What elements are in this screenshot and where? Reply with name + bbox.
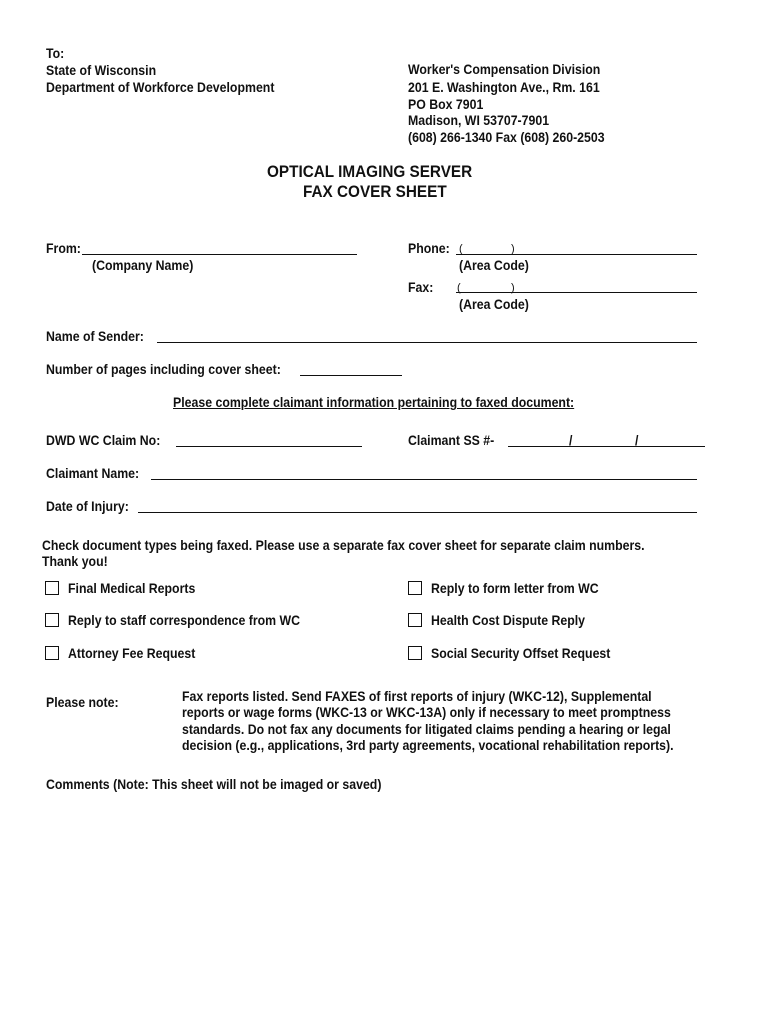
please-note-label: Please note: <box>46 694 119 710</box>
checkbox-final-medical-reports[interactable] <box>45 581 59 595</box>
note-line: decision (e.g., applications, 3rd party agreements, vocational rehabilitation reports). <box>182 737 674 753</box>
ssn-separator-1: / <box>569 432 573 448</box>
phone-field[interactable] <box>456 254 697 255</box>
division-name: Worker's Compensation Division <box>408 61 601 77</box>
ssn-separator-2: / <box>635 432 639 448</box>
claimant-name-label: Claimant Name: <box>46 465 140 481</box>
division-po-box: PO Box 7901 <box>408 96 484 112</box>
claim-no-field[interactable] <box>176 446 362 447</box>
ssn-field[interactable] <box>508 446 705 447</box>
instructions-line1: Check document types being faxed. Please use a separate fax cover sheet for separate claim numbers. <box>42 537 645 553</box>
form-title-line2: FAX COVER SHEET <box>303 182 447 201</box>
note-line: Fax reports listed. Send FAXES of first reports of injury (WKC-12), Supplemental <box>182 688 652 704</box>
pages-count-field[interactable] <box>300 375 402 376</box>
from-company-field[interactable] <box>82 254 357 255</box>
injury-date-label: Date of Injury: <box>46 498 129 514</box>
fax-open-paren: ( <box>457 282 461 294</box>
phone-area-code-caption: (Area Code) <box>459 257 529 273</box>
comments-label: Comments (Note: This sheet will not be imaged or saved) <box>46 776 382 792</box>
from-label: From: <box>46 240 81 256</box>
claimant-name-field[interactable] <box>151 479 697 480</box>
phone-open-paren: ( <box>459 243 463 255</box>
injury-date-field[interactable] <box>138 512 697 513</box>
note-line: standards. Do not fax any documents for litigated claims pending a hearing or legal <box>182 721 671 737</box>
checkbox-attorney-fee-request[interactable] <box>45 646 59 660</box>
checkbox-label: Social Security Offset Request <box>431 645 611 661</box>
division-phone-fax: (608) 266-1340 Fax (608) 260-2503 <box>408 129 605 145</box>
checkbox-label: Reply to staff correspondence from WC <box>68 612 301 628</box>
claim-no-label: DWD WC Claim No: <box>46 432 161 448</box>
sender-name-field[interactable] <box>157 342 697 343</box>
checkbox-label: Attorney Fee Request <box>68 645 196 661</box>
claimant-section-heading: Please complete claimant information pertaining to faxed document: <box>173 394 575 410</box>
division-address: 201 E. Washington Ave., Rm. 161 <box>408 79 600 95</box>
recipient-department: Department of Workforce Development <box>46 79 275 95</box>
note-line: reports or wage forms (WKC-13 or WKC-13A) only if necessary to meet promptness <box>182 704 671 720</box>
fax-label: Fax: <box>408 279 434 295</box>
phone-label: Phone: <box>408 240 450 256</box>
recipient-state: State of Wisconsin <box>46 62 157 78</box>
fax-field[interactable] <box>456 292 697 293</box>
to-label: To: <box>46 45 65 61</box>
checkbox-social-security-offset[interactable] <box>408 646 422 660</box>
sender-label: Name of Sender: <box>46 328 144 344</box>
company-name-caption: (Company Name) <box>92 257 194 273</box>
form-title-line1: OPTICAL IMAGING SERVER <box>267 162 473 181</box>
fax-area-code-caption: (Area Code) <box>459 296 529 312</box>
checkbox-label: Health Cost Dispute Reply <box>431 612 586 628</box>
phone-close-paren: ) <box>511 243 515 255</box>
checkbox-label: Final Medical Reports <box>68 580 196 596</box>
checkbox-reply-form-letter[interactable] <box>408 581 422 595</box>
checkbox-health-cost-dispute[interactable] <box>408 613 422 627</box>
ssn-label: Claimant SS #- <box>408 432 495 448</box>
pages-label: Number of pages including cover sheet: <box>46 361 281 377</box>
checkbox-reply-staff-correspondence[interactable] <box>45 613 59 627</box>
fax-close-paren: ) <box>511 282 515 294</box>
division-city: Madison, WI 53707-7901 <box>408 112 550 128</box>
checkbox-label: Reply to form letter from WC <box>431 580 599 596</box>
instructions-line2: Thank you! <box>42 553 108 569</box>
